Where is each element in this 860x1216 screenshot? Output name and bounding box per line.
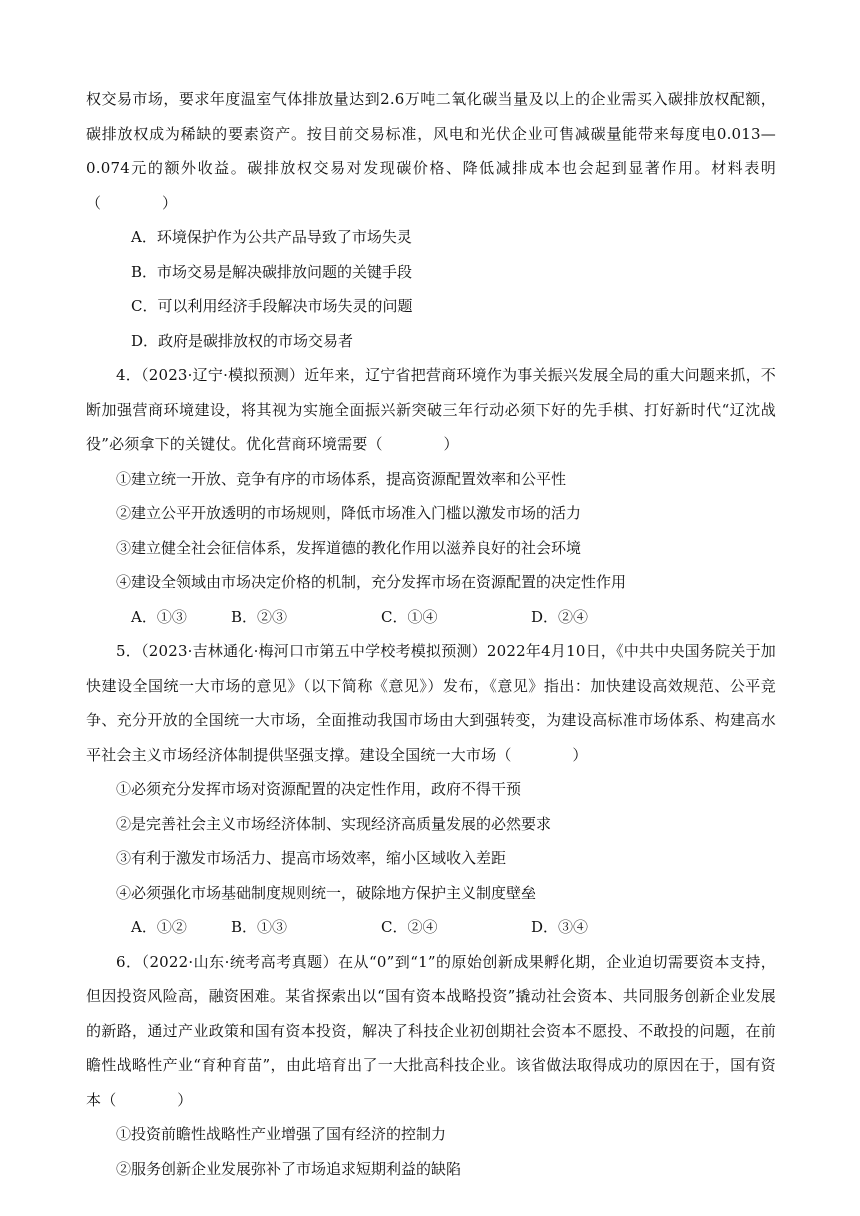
q5-statement-1: ①必须充分发挥市场对资源配置的决定性作用，政府不得干预 (116, 780, 522, 798)
q6-stem: 6．（2022·山东·统考高考真题）在从“0”到“1”的原始创新成果孵化期，企业迫切需要资本支持，但因投资风险高，融资困难。某省探索出以“国有资本战略投资”撬动社会资本、共同服务创新企业发展的新路，通过产业政策和国有资本投资，解决了科技企业初创期社会资本不愿投、不敢投的问题，在前瞻性战略性产业“育种育苗”，由此培育出了一大批高科技企业。该省做法取得成功的原因在于，国有资本（ ） (86, 952, 776, 1109)
q4-statement-3: ③建立健全社会征信体系，发挥道德的教化作用以滋养良好的社会环境 (116, 538, 582, 557)
q5-choice-d: D．③④ (531, 918, 589, 936)
q6-statement-2: ②服务创新企业发展弥补了市场追求短期利益的缺陷 (116, 1159, 462, 1178)
document-page (86, 82, 776, 1186)
q5-statement-2: ②是完善社会主义市场经济体制、实现经济高质量发展的必然要求 (116, 814, 552, 833)
q4-stem: 4．（2023·辽宁·模拟预测）近年来，辽宁省把营商环境作为事关振兴发展全局的重大问题来抓，不断加强营商环境建设，将其视为实施全面振兴新突破三年行动必须下好的先手棋、打好新时代“辽沈战役”必须拿下的关键仗。优化营商环境需要（ ） (86, 366, 776, 453)
q5-statement-4: ④必须强化市场基础制度规则统一，破除地方保护主义制度壁垒 (116, 883, 537, 902)
q4-statement-1: ①建立统一开放、竞争有序的市场体系，提高资源配置效率和公平性 (116, 469, 567, 488)
q5-statement-3: ③有利于激发市场活力、提高市场效率，缩小区域收入差距 (116, 849, 507, 867)
q3-option-b: B．市场交易是解决碳排放问题的关键手段 (131, 262, 413, 281)
q4-statement-4: ④建设全领域由市场决定价格的机制，充分发挥市场在资源配置的决定性作用 (116, 573, 627, 591)
q6-statement-1: ①投资前瞻性战略性产业增强了国有经济的控制力 (116, 1125, 447, 1143)
q5-choice-a: A．①② (131, 918, 187, 936)
q5-choice-c: C．②④ (381, 918, 438, 936)
q3-option-d: D．政府是碳排放权的市场交易者 (131, 331, 354, 350)
q3-continuation-text: 权交易市场，要求年度温室气体排放量达到2.6万吨二氧化碳当量及以上的企业需买入碳排放权配额，碳排放权成为稀缺的要素资产。按目前交易标准，风电和光伏企业可售减碳量能带来每度电0.013—0.074元的额外收益。碳排放权交易对发现碳价格、降低减排成本也会起到显著作用。材料表明（ ） (86, 90, 776, 212)
q4-choices (86, 600, 776, 635)
q5-choices (86, 910, 776, 945)
q4-choice-d: D．②④ (531, 607, 589, 626)
q4-choice-b: B．②③ (231, 607, 288, 626)
q3-option-a: A．环境保护作为公共产品导致了市场失灵 (131, 228, 412, 246)
q4-choice-c: C．①④ (381, 607, 438, 626)
q4-statement-2: ②建立公平开放透明的市场规则，降低市场准入门槛以激发市场的活力 (116, 504, 582, 522)
q5-stem: 5．（2023·吉林通化·梅河口市第五中学校考模拟预测）2022年4月10日，《中共中央国务院关于加快建设全国统一大市场的意见》（以下简称《意见》）发布，《意见》指出：加快建设高效规范、公平竞争、充分开放的全国统一大市场，全面推动我国市场由大到强转变，为建设高标准市场体系、构建高水平社会主义市场经济体制提供坚强支撑。建设全国统一大市场（ ） (86, 642, 776, 764)
q4-choice-a: A．①③ (131, 607, 187, 626)
q3-option-c: C．可以利用经济手段解决市场失灵的问题 (131, 297, 413, 315)
q5-choice-b: B．①③ (231, 918, 288, 936)
